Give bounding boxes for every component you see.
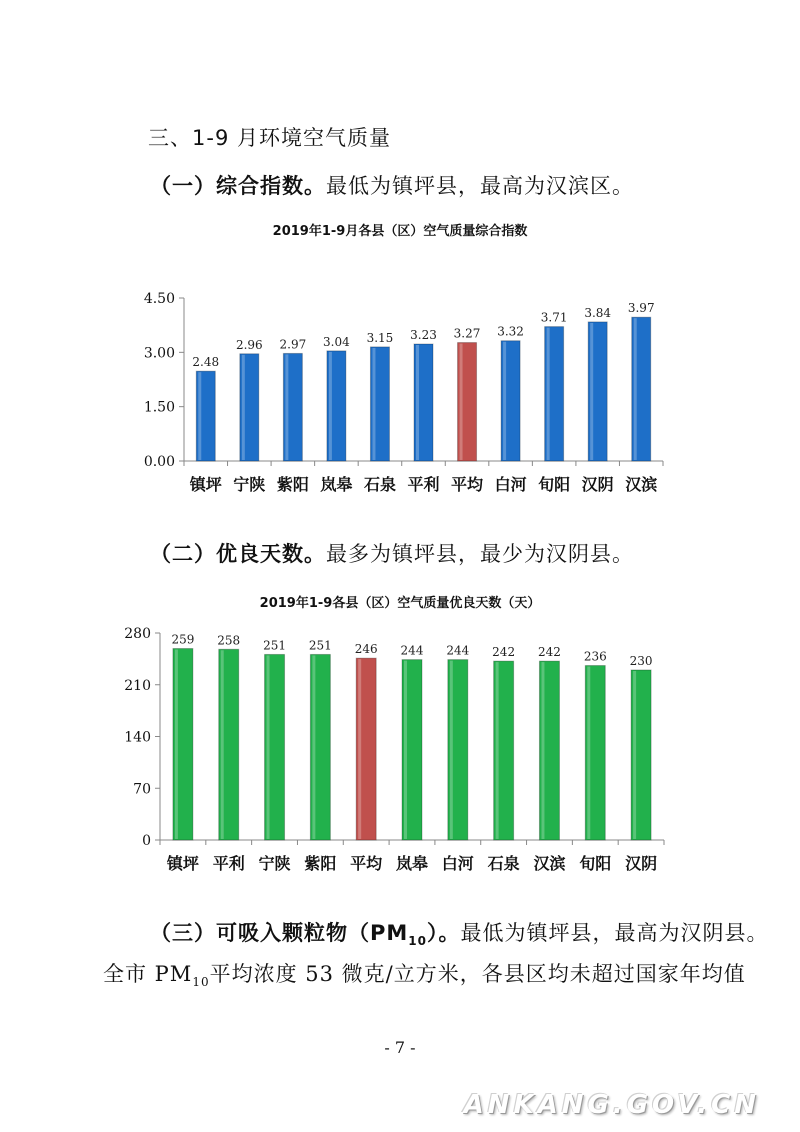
data-label: 3.97 xyxy=(627,301,655,316)
y-tick-label: 280 xyxy=(124,626,151,642)
bar-highlight xyxy=(404,661,407,839)
bar-highlight xyxy=(198,372,201,460)
bar-highlight xyxy=(285,354,288,460)
data-label: 3.27 xyxy=(453,326,481,341)
page-number: - 7 - xyxy=(384,1038,416,1057)
data-label: 242 xyxy=(492,645,516,660)
bar-highlight xyxy=(587,667,590,839)
data-label: 2.96 xyxy=(235,337,263,352)
x-tick-label: 紫阳 xyxy=(304,854,337,873)
y-tick-label: 3.00 xyxy=(143,345,175,362)
data-label: 2.48 xyxy=(192,355,220,370)
bar-highlight xyxy=(372,348,375,460)
y-tick-label: 4.50 xyxy=(143,291,175,307)
x-tick-label: 岚皋 xyxy=(395,854,429,873)
data-label: 3.23 xyxy=(410,328,437,343)
data-label: 258 xyxy=(217,633,241,648)
y-tick-label: 1.50 xyxy=(143,399,175,416)
x-tick-label: 汉滨 xyxy=(625,475,658,494)
x-tick-label: 平利 xyxy=(407,475,440,494)
data-label: 242 xyxy=(538,645,561,660)
bar-highlight xyxy=(221,650,224,839)
x-tick-label: 旬阳 xyxy=(538,475,571,494)
paragraph-text: 最多为镇坪县，最少为汉阴县。 xyxy=(326,542,634,566)
y-tick-label: 0 xyxy=(142,833,151,849)
data-label: 236 xyxy=(583,649,607,664)
y-tick-label: 210 xyxy=(124,677,151,694)
section-heading: 三、1-9 月环境空气质量 xyxy=(148,126,391,150)
data-label: 3.71 xyxy=(540,310,568,325)
x-tick-label: 宁陕 xyxy=(233,475,266,494)
lead-part-b: ）。 xyxy=(427,921,461,945)
bar-highlight xyxy=(358,659,361,839)
chart-composite-index xyxy=(0,280,800,505)
x-tick-label: 紫阳 xyxy=(276,475,309,494)
bar-highlight xyxy=(541,662,544,839)
data-label: 246 xyxy=(354,642,378,657)
paragraph-composite-index xyxy=(150,170,634,200)
bar-highlight xyxy=(242,355,245,460)
data-label: 251 xyxy=(308,638,332,653)
y-tick-label: 0.00 xyxy=(143,454,175,470)
text-part-a: 全市 PM xyxy=(103,962,193,986)
bar-highlight xyxy=(329,352,332,460)
y-tick-label: 140 xyxy=(124,729,151,746)
paragraph-text: 最低为镇坪县，最高为汉阴县。 xyxy=(460,921,769,945)
data-label: 230 xyxy=(629,653,653,668)
x-tick-label: 镇坪 xyxy=(189,475,222,494)
x-tick-label: 汉阴 xyxy=(581,475,614,494)
data-label: 259 xyxy=(171,632,195,647)
bar-highlight xyxy=(267,655,270,839)
bar-highlight xyxy=(460,344,463,460)
data-label: 244 xyxy=(400,643,424,658)
x-tick-label: 汉滨 xyxy=(533,854,566,873)
bar-highlight xyxy=(416,345,419,460)
paragraph-lead: （二）优良天数。 xyxy=(150,542,326,566)
paragraph-good-days xyxy=(150,538,634,568)
data-label: 244 xyxy=(446,643,470,658)
x-tick-label: 岚皋 xyxy=(320,475,353,494)
x-tick-label: 旬阳 xyxy=(579,854,612,873)
bar-highlight xyxy=(633,671,636,839)
chart-good-days xyxy=(0,620,800,875)
lead-subscript: 10 xyxy=(408,934,427,949)
x-tick-label: 汉阴 xyxy=(625,854,658,873)
bar-highlight xyxy=(503,342,506,460)
bar-highlight xyxy=(175,650,178,839)
paragraph-text: 最低为镇坪县，最高为汉滨区。 xyxy=(326,174,634,198)
data-label: 251 xyxy=(263,638,286,653)
bar-highlight xyxy=(312,655,315,839)
text-subscript: 10 xyxy=(192,975,210,990)
chart-title-composite-index: 2019年1-9月各县（区）空气质量综合指数 xyxy=(272,224,528,239)
x-tick-label: 白河 xyxy=(441,854,474,873)
x-tick-label: 石泉 xyxy=(487,854,520,873)
data-label: 3.32 xyxy=(497,324,524,339)
bar-highlight xyxy=(634,318,637,460)
paragraph-pm10 xyxy=(150,917,769,948)
x-tick-label: 平均 xyxy=(451,475,484,494)
lead-part-a: （三）可吸入颗粒物（PM xyxy=(150,921,409,945)
watermark: ANKANG.GOV.CN xyxy=(463,1090,760,1120)
bar-highlight xyxy=(450,661,453,839)
x-tick-label: 宁陕 xyxy=(258,854,291,873)
bar-highlight xyxy=(496,662,499,839)
x-tick-label: 白河 xyxy=(494,475,527,494)
data-label: 3.15 xyxy=(366,330,394,345)
paragraph-lead xyxy=(150,921,461,949)
paragraph-lead: （一）综合指数。 xyxy=(150,174,326,198)
paragraph-pm10-average xyxy=(103,958,746,989)
chart-title-good-days: 2019年1-9各县（区）空气质量优良天数（天） xyxy=(259,596,541,611)
data-label: 3.84 xyxy=(584,305,612,320)
y-tick-label: 70 xyxy=(133,781,151,798)
bar-highlight xyxy=(547,328,550,460)
bar-highlight xyxy=(590,323,593,460)
x-tick-label: 石泉 xyxy=(363,475,396,494)
x-tick-label: 镇坪 xyxy=(166,854,199,873)
data-label: 3.04 xyxy=(323,334,350,349)
x-tick-label: 平利 xyxy=(212,854,245,873)
data-label: 2.97 xyxy=(279,337,307,352)
x-tick-label: 平均 xyxy=(350,854,383,873)
text-part-b: 平均浓度 53 微克/立方米，各县区均未超过国家年均值 xyxy=(209,962,746,986)
